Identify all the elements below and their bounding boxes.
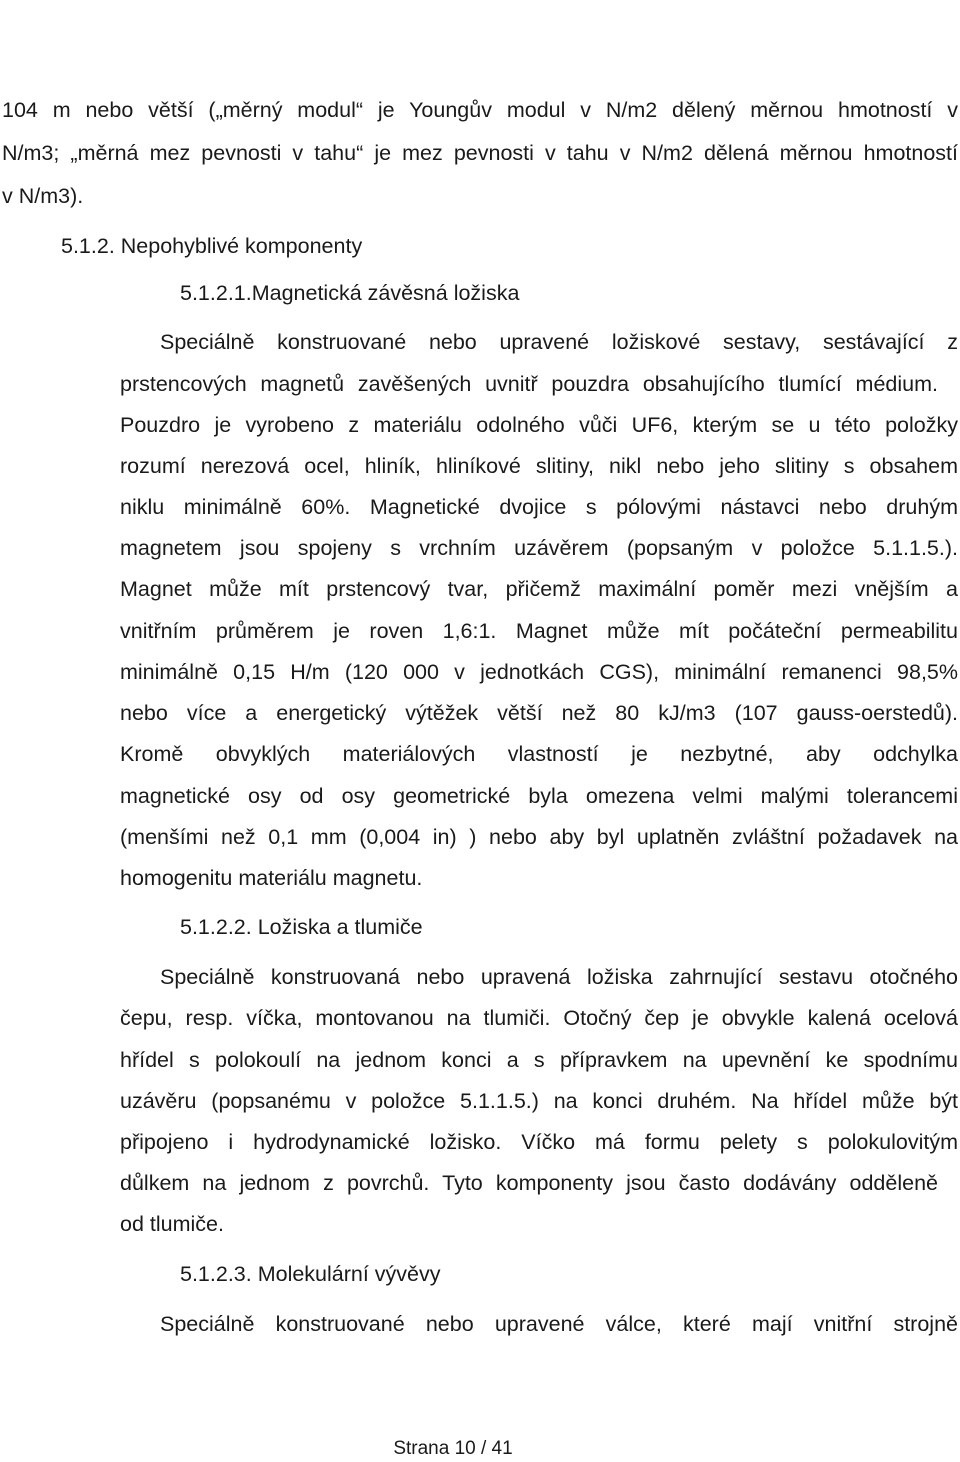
body-text-line: prstencových magnetů zavěšených uvnitř pouzdra obsahujícího tlumící médium. [120,372,938,396]
body-text-line: (menšími než 0,1 mm (0,004 in) ) nebo aby byl uplatněn zvláštní požadavek na [120,825,958,849]
section-heading: 5.1.2. Nepohyblivé komponenty [61,234,363,258]
body-text-line: Pouzdro je vyrobeno z materiálu odolného vůči UF6, kterým se u této položky [120,413,958,437]
body-text-line: důlkem na jednom z povrchů. Tyto komponenty jsou často dodávány odděleně [120,1171,938,1195]
subsection-heading: 5.1.2.3. Molekulární vývěvy [180,1262,441,1286]
body-text-line: nebo více a energetický výtěžek větší než 80 kJ/m3 (107 gauss-oerstedů). [120,701,958,725]
body-text-line: N/m3; „měrná mez pevnosti v tahu“ je mez pevnosti v tahu v N/m2 dělená měrnou hmotností [2,141,958,165]
body-text-line: vnitřním průměrem je roven 1,6:1. Magnet může mít počáteční permeabilitu [120,619,958,643]
body-text-line: Magnet může mít prstencový tvar, přičemž maximální poměr mezi vnějším a [120,577,958,601]
body-text-line: v N/m3). [2,184,84,208]
body-text-line: od tlumiče. [120,1212,224,1236]
body-text-line: Speciálně konstruované nebo upravené ložiskové sestavy, sestávající z [160,330,958,354]
body-text-line: homogenitu materiálu magnetu. [120,866,423,890]
subsection-heading: 5.1.2.2. Ložiska a tlumiče [180,915,423,939]
body-text-line: niklu minimálně 60%. Magnetické dvojice s pólovými nástavci nebo druhým [120,495,958,519]
body-text-line: čepu, resp. víčka, montovanou na tlumiči. Otočný čep je obvykle kalená ocelová [120,1006,958,1030]
page-number-footer: Strana 10 / 41 [393,1438,513,1459]
body-text-line: uzávěru (popsanému v položce 5.1.1.5.) na konci druhém. Na hřídel může být [120,1089,958,1113]
body-text-line: Kromě obvyklých materiálových vlastností je nezbytné, aby odchylka [120,742,958,766]
body-text-line: Speciálně konstruovaná nebo upravená ložiska zahrnující sestavu otočného [160,965,958,989]
body-text-line: minimálně 0,15 H/m (120 000 v jednotkách CGS), minimální remanenci 98,5% [120,660,958,684]
body-text-line: připojeno i hydrodynamické ložisko. Víčko má formu pelety s polokulovitým [120,1130,958,1154]
subsection-heading: 5.1.2.1.Magnetická závěsná ložiska [180,281,520,305]
body-text-line: magnetem jsou spojeny s vrchním uzávěrem (popsaným v položce 5.1.1.5.). [120,536,958,560]
body-text-line: magnetické osy od osy geometrické byla omezena velmi malými tolerancemi [120,784,958,808]
body-text-line: Speciálně konstruované nebo upravené válce, které mají vnitřní strojně [160,1312,958,1336]
body-text-line: 104 m nebo větší („měrný modul“ je Youngův modul v N/m2 dělený měrnou hmotností v [2,98,958,122]
body-text-line: hřídel s polokoulí na jednom konci a s přípravkem na upevnění ke spodnímu [120,1048,958,1072]
body-text-line: rozumí nerezová ocel, hliník, hliníkové slitiny, nikl nebo jeho slitiny s obsahem [120,454,958,478]
